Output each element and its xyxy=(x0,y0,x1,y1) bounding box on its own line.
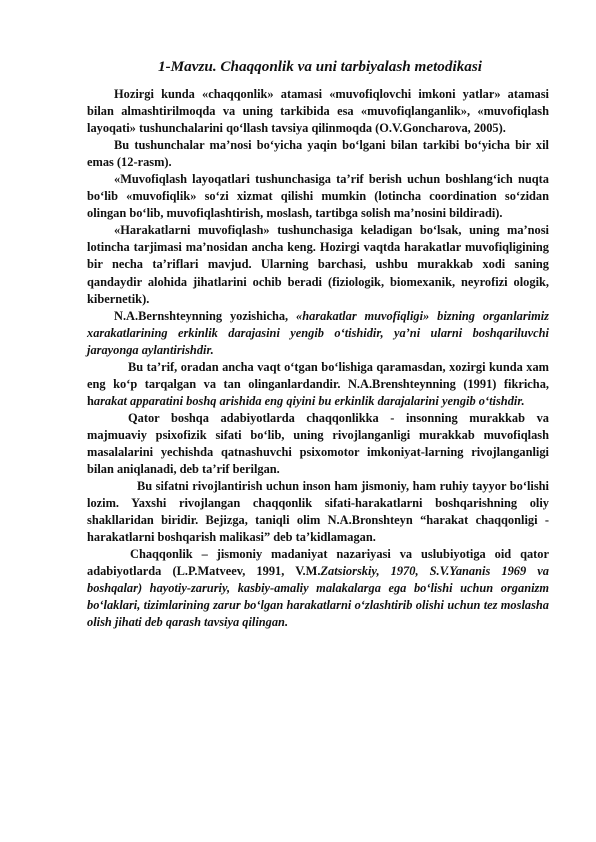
document-title: 1-Mavzu. Chaqqonlik va uni tarbiyalash metodikasi xyxy=(157,58,483,75)
paragraph xyxy=(87,137,549,171)
paragraph xyxy=(87,308,549,359)
paragraph-text: N.A.Bernshteynning yozishicha, xyxy=(114,308,297,323)
paragraph xyxy=(87,171,549,222)
paragraph xyxy=(87,359,549,410)
paragraph xyxy=(87,478,549,546)
paragraph-text: Chaqqonlik – jismoniy madaniyat nazariyasi va uslubiyotiga oid qator adabiyotlarda (L.P.Matveev, 1991, V.M. xyxy=(87,547,549,579)
paragraph-text: Bu sifatni rivojlantirish uchun inson ham jismoniy, ham ruhiy tayyor bo‘lishi lozim. Yaxshi rivojlangan chaqqonlik sifati-harakatlarni boshqarishning oliy shakllaridan biridir. Bejizga, taniqli olim N.A.Bronshteyn “harakat chaqqonligi - harakatlarni boshqarish malikasi” deb ta’kidlamagan. xyxy=(87,479,549,545)
paragraph-text: Bu tushunchalar ma’nosi bo‘yicha yaqin bo‘lgani bilan tarkibi bo‘yicha bir xil emas (12-rasm). xyxy=(87,138,549,170)
paragraph-text: Bu ta’rif, oradan ancha vaqt o‘tgan bo‘lishiga qaramasdan, xozirgi kunda xam eng ko‘p tarqalgan va tan olinganlardandir. N.A.Brenshteynning (1991) fikricha, h xyxy=(87,359,549,408)
paragraph xyxy=(87,86,549,137)
paragraph xyxy=(87,222,549,307)
paragraph-text: Hozirgi kunda «chaqqonlik» atamasi «muvofiqlovchi imkoni yatlar» atamasi bilan almashtirilmoqda va uning tarkibida esa «muvofiqlanganlik», «muvofiqlash layoqati» tushunchalarini qo‘llash tavsiya qilinmoqda (O.V.Goncharova, 2005). xyxy=(87,87,549,136)
paragraph xyxy=(87,546,549,631)
italic-text: arakat apparatini boshq arishida eng qiyini bu erkinlik darajalarini yengib o‘tishdir. xyxy=(93,393,525,408)
document-body xyxy=(87,86,549,632)
paragraph-text: «Harakatlarni muvofiqlash» tushunchasiga keladigan bo‘lsak, uning ma’nosi lotincha tarjimasi ma’nosidan ancha keng. Hozirgi vaqtda harakatlar muvofiqligining bir necha ta’riflari mavjud. Ularning barchasi, ushbu murakkab xodi saning qandaydir alohida jihatlarini ochib beradi (fiziologik, biomexanik, neyrofizi ologik, kibernetik). xyxy=(87,223,549,306)
paragraph xyxy=(87,410,549,478)
paragraph-text: Qator boshqa adabiyotlarda chaqqonlikka - insonning murakkab va majmuaviy psixofizik sifati bo‘lib, uning rivojlanganligi murakkab muvofiqlash masalalarini yechishda qatnashuvchi psixomotor imkoniyat-larning rivojlanganligi bilan aniqlanadi, deb ta’rif berilgan. xyxy=(87,410,549,477)
italic-text: Zatsiorskiy, 1970, S.V.Yananis 1969 va boshqalar) hayotiy-zaruriy, kasbiy-amaliy malakalarga ega bo‘lishi uchun organizm bo‘laklari, tizimlarining zarur bo‘lgan harakatlarni o‘zlashtirib olishi uchun tez moslasha olish jihati deb qarash tavsiya qilingan. xyxy=(87,564,549,630)
paragraph-text: «Muvofiqlash layoqatlari tushunchasiga ta’rif berish uchun boshlang‘ich nuqta bo‘lib «muvofiqlik» so‘zi xizmat qilishi mumkin (lotincha coordination so‘zidan olingan bo‘lib, muvofiqlashtirish, moslash, tartibga solish ma’nosini bildiradi). xyxy=(87,172,549,221)
italic-text: «harakatlar muvofiqligi» bizning organlarimiz xarakatlarining erkinlik darajasini yengib o‘tishidir, ya’ni ularni boshqariluvchi jarayonga aylantirishdir. xyxy=(87,308,549,357)
